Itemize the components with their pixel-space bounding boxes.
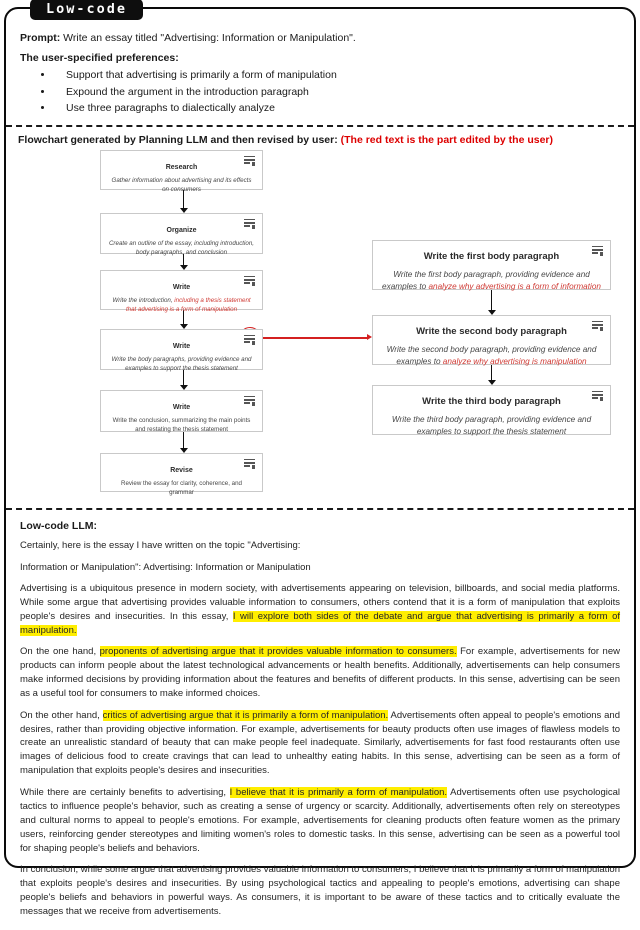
flowchart-heading-note: (The red text is the part edited by the user)	[340, 133, 554, 146]
essay-text: On the other hand,	[20, 709, 103, 721]
flow-node-description	[373, 414, 610, 439]
essay-paragraph	[20, 582, 620, 638]
edit-list-icon[interactable]	[592, 391, 603, 401]
flow-node-description	[101, 417, 262, 435]
flow-node-description	[101, 240, 262, 258]
flow-node-desc-text: Write the second body paragraph, providing evidence and examples to	[386, 344, 597, 366]
essay-text: Advertisements often use psychological tactics to influence people's behavior, such as creating a sense of urgency or scarcity. Additionally, advertisements often rely on stereotypes and cultural norms to appeal to people's emotions. For example, advertisements for cleaning products often feature women as the primary users, reinforcing gender stereotypes and limiting women's roles to domestic tasks. In this sense, advertising can be seen as a powerful tool for shaping people's beliefs and behaviors.	[20, 786, 620, 854]
highlighted-text: I will explore both sides of the debate and argue that advertising is primarily a form of manipulation.	[20, 610, 620, 636]
flow-node-desc-edited-text: analyze why advertising is a form of information	[428, 281, 601, 291]
flow-node-desc-text: Write the introduction,	[112, 296, 175, 304]
flow-node-desc-text: Create an outline of the essay, including introduction, body paragraphs, and conclusion	[108, 239, 255, 256]
flowchart-heading	[18, 134, 624, 148]
flow-node	[372, 385, 611, 435]
flow-node-desc-edited-text: including a thesis statement that advertising is a form of manipulation	[125, 296, 251, 313]
preferences-heading: The user-specified preferences:	[20, 52, 179, 65]
prompt-text: Write an essay titled "Advertising: Information or Manipulation".	[60, 32, 356, 44]
flow-node-desc-edited-text: analyze why advertising is manipulation	[442, 356, 587, 366]
flow-node-desc-text: Gather information about advertising and its effects on consumers	[111, 176, 252, 193]
flow-node	[100, 453, 263, 496]
preferences-list	[20, 67, 620, 117]
flow-arrow	[179, 432, 188, 453]
flow-node-desc-text: Write the third body paragraph, providing evidence and examples to support the thesis statement	[391, 414, 592, 436]
flowchart-heading-text: Flowchart generated by Planning LLM and then revised by user:	[18, 133, 341, 146]
flowchart-section	[6, 127, 634, 510]
flow-node-desc-text: Review the essay for clarity, coherence, and grammar	[121, 479, 242, 496]
flow-node-title: Organize	[166, 226, 197, 234]
flow-node-title: Write the first body paragraph	[423, 250, 560, 262]
flow-node	[100, 213, 263, 254]
flow-node	[100, 270, 263, 313]
flow-node-desc-text: Write the conclusion, summarizing the main points and restating the thesis statement	[112, 416, 251, 433]
edit-list-icon[interactable]	[592, 321, 603, 331]
flow-node	[372, 240, 611, 290]
essay-text: Advertisements often appeal to people's emotions and desires, rather than providing objective information. For example, advertisements for beauty products often use images of flawless models to create an unrealistic standard of beauty that can make people feel inadequate. Similarly, advertisements for fast food restaurants often use images of delicious food to create cravings that can lead to unhealthy eating habits. In this sense, advertising can be seen as a form of manipulation that exploits people's desires and insecurities.	[20, 709, 620, 777]
essay-paragraph	[20, 786, 620, 856]
essay-paragraph	[20, 645, 620, 701]
highlighted-text: critics of advertising argue that it is primarily a form of manipulation.	[102, 709, 389, 721]
flow-node-title: Write the second body paragraph	[416, 325, 567, 337]
essay-text: Advertising is a ubiquitous presence in modern society, with advertisements appearing on television, billboards, and social media platforms. While some argue that advertising provides valuable information to consumers, others contend that it is a form of manipulation that exploits people's desires and insecurities. In this essay,	[20, 582, 620, 622]
edit-list-icon[interactable]	[244, 276, 255, 286]
llm-output-section	[6, 510, 634, 930]
essay-text: On the one hand,	[20, 646, 100, 658]
flow-arrow	[487, 290, 496, 315]
flow-node-title: Revise	[170, 466, 193, 474]
edit-list-icon[interactable]	[244, 219, 255, 229]
prompt-line	[20, 31, 620, 45]
essay-text: While there are certainly benefits to advertising,	[20, 786, 230, 798]
flow-node-title: Write	[172, 342, 191, 350]
edit-list-icon[interactable]	[592, 246, 603, 256]
essay-paragraph	[20, 863, 620, 919]
flow-node-desc-text: Write the body paragraphs, providing evidence and examples to support the thesis statement	[111, 355, 252, 372]
flow-node-description	[101, 177, 262, 195]
flow-node-title: Write	[172, 283, 191, 291]
edit-list-icon[interactable]	[244, 156, 255, 166]
flow-node-desc-text: Write the first body paragraph, providing evidence and examples to	[382, 269, 590, 291]
flow-node-title: Write the third body paragraph	[422, 395, 561, 407]
figure-frame	[4, 1, 636, 917]
flow-node	[100, 150, 263, 193]
essay-text: Certainly, here is the essay I have written on the topic "Advertising:	[20, 540, 301, 552]
flow-node-description	[373, 269, 610, 294]
flow-node-title: Research	[165, 163, 198, 171]
flowchart-canvas	[16, 150, 624, 502]
preference-item: • Use three paragraphs to dialectically analyze	[54, 100, 620, 117]
figure-title-badge: Low-code	[30, 0, 143, 20]
essay-paragraph	[20, 539, 620, 553]
edit-list-icon[interactable]	[244, 459, 255, 469]
flow-node	[372, 315, 611, 365]
preference-item: • Support that advertising is primarily a form of manipulation	[54, 67, 620, 84]
flow-node-description	[101, 297, 262, 315]
highlighted-text: proponents of advertising argue that it provides valuable information to consumers.	[99, 646, 457, 658]
flow-node-description	[101, 356, 262, 374]
preference-item: • Expound the argument in the introduction paragraph	[54, 84, 620, 101]
edit-list-icon[interactable]	[244, 335, 255, 345]
flow-node-description	[101, 480, 262, 498]
essay-text: In conclusion, while some argue that advertising provides valuable information to consumers, I believe that it is primarily a form of manipulation that exploits people's desires and insecurities. By using psychological tactics and appealing to people's emotions, advertising can shape people's beliefs and behaviors in powerful ways. As consumers, it is important to be aware of these tactics and to critically evaluate the messages that we receive from advertisements.	[20, 864, 620, 917]
flow-node-description	[373, 344, 610, 369]
highlighted-text: I believe that it is primarily a form of manipulation.	[229, 786, 448, 798]
flow-node-title: Write	[172, 403, 191, 411]
edit-list-icon[interactable]	[244, 396, 255, 406]
essay-paragraph	[20, 709, 620, 779]
essay-text: Information or Manipulation": Advertising: Information or Manipulation	[20, 561, 311, 573]
prompt-section	[6, 9, 634, 127]
llm-output-heading: Low-code LLM:	[20, 519, 97, 532]
essay-text: For example, advertisements for new products can inform people about the latest technological advancements or health benefits. Additionally, advertisements can help consumers make informed decisions by providing information about the features and benefits of different products. In this sense, advertising can be seen as a useful tool for consumers to make informed choices.	[20, 646, 620, 700]
prompt-label: Prompt:	[20, 32, 61, 44]
edit-pointer-arrow	[263, 334, 372, 343]
essay-paragraphs	[20, 539, 620, 919]
flow-node	[100, 329, 263, 370]
flow-node	[100, 390, 263, 432]
essay-paragraph	[20, 561, 620, 575]
